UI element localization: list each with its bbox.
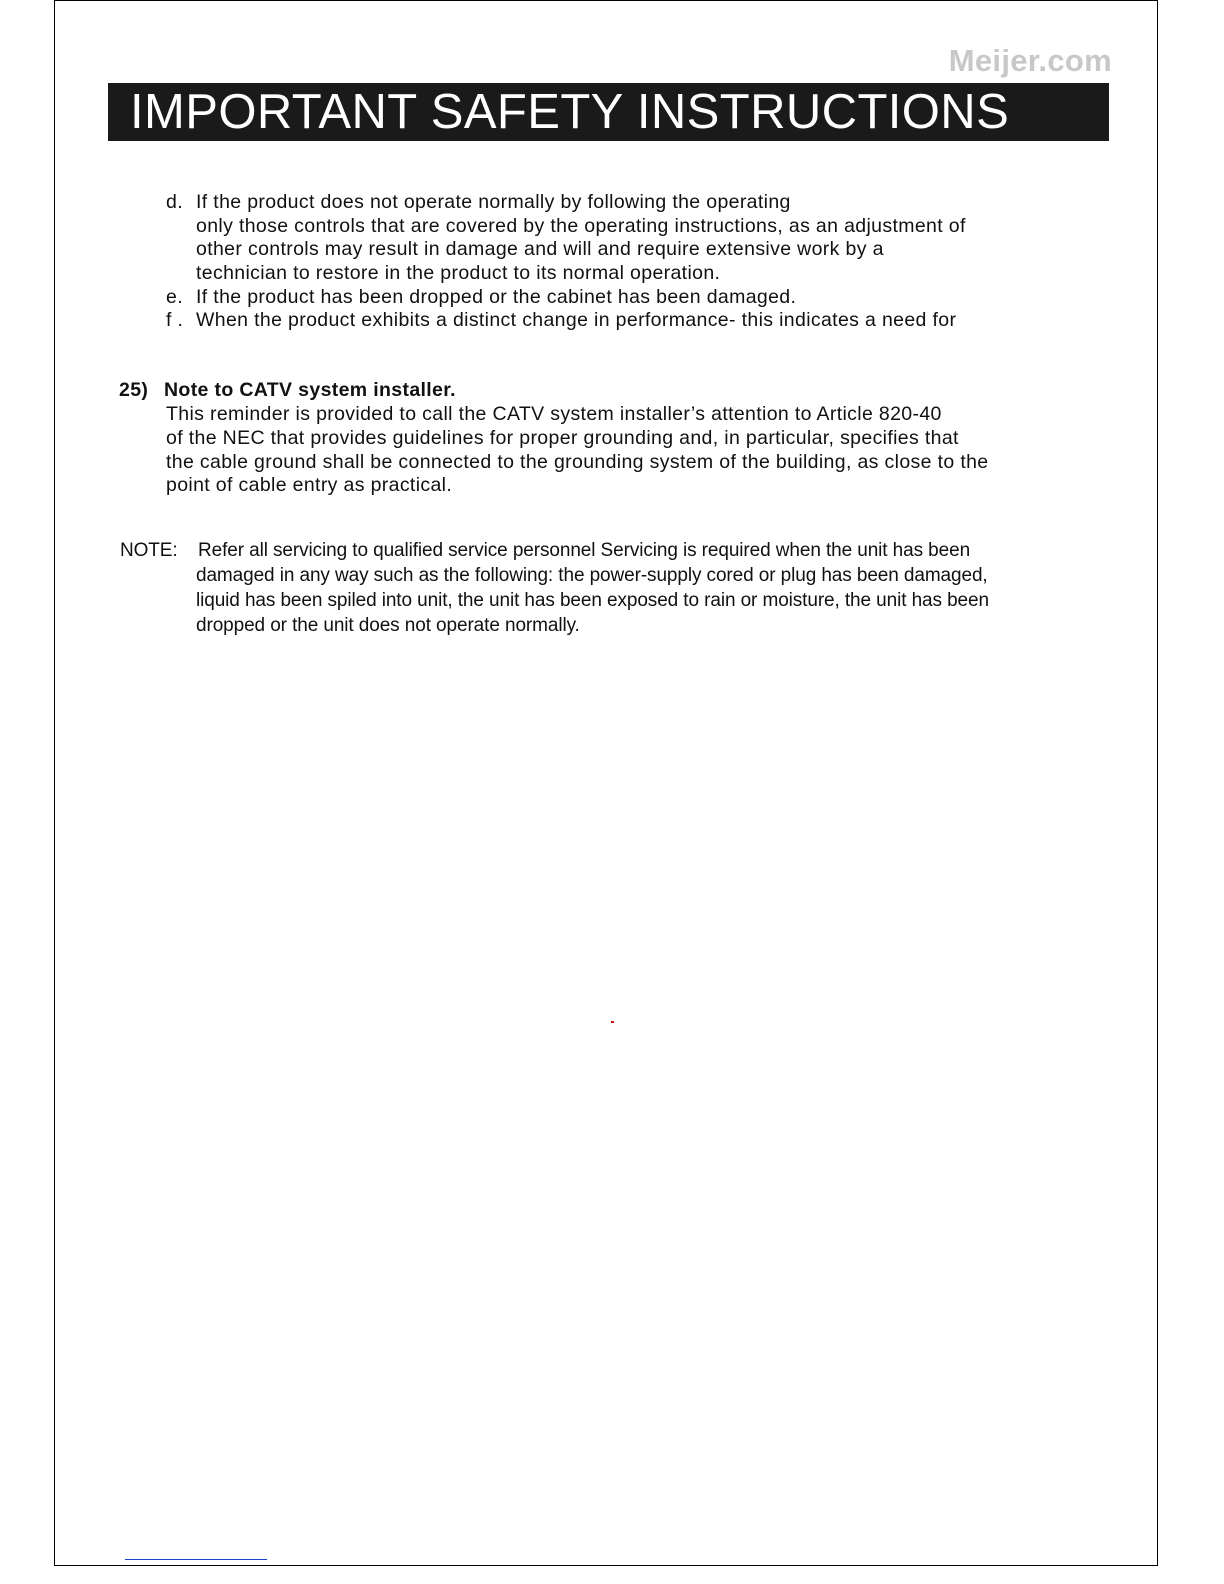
list-item-e-text: If the product has been dropped or the cabinet has been damaged. xyxy=(196,286,797,308)
list-marker-e: e. xyxy=(166,286,183,308)
section-25-heading xyxy=(119,378,456,402)
section-heading-text: Note to CATV system installer. xyxy=(164,379,456,401)
note-label: NOTE: xyxy=(120,540,178,561)
section-25-line-3: the cable ground shall be connected to the grounding system of the building, as close to the xyxy=(166,451,989,473)
section-25-line-4: point of cable entry as practical. xyxy=(166,474,453,496)
list-item-e xyxy=(166,285,796,309)
list-marker-f: f . xyxy=(166,309,184,331)
list-item-d-line-3: other controls may result in damage and will and require extensive work by a xyxy=(196,238,884,260)
list-item-d-line-4: technician to restore in the product to its normal operation. xyxy=(196,262,721,284)
stray-red-mark xyxy=(611,1021,614,1023)
section-number: 25) xyxy=(119,379,149,401)
list-item-d-line-2: only those controls that are covered by the operating instructions, as an adjustment of xyxy=(196,215,966,237)
note-line-1: Refer all servicing to qualified service personnel Servicing is required when the unit has been xyxy=(198,540,971,561)
section-25-line-1: This reminder is provided to call the CATV system installer’s attention to Article 820-40 xyxy=(166,403,942,425)
list-item-d-line-1: If the product does not operate normally by following the operating xyxy=(196,191,791,213)
list-item-d xyxy=(166,190,791,214)
note-paragraph xyxy=(120,538,970,563)
section-25-line-2: of the NEC that provides guidelines for proper grounding and, in particular, specifies that xyxy=(166,427,959,449)
list-item-f xyxy=(166,308,956,332)
page-title: IMPORTANT SAFETY INSTRUCTIONS xyxy=(108,83,1109,141)
watermark: Meijer.com xyxy=(948,43,1112,78)
note-line-4: dropped or the unit does not operate normally. xyxy=(196,615,580,636)
note-line-2: damaged in any way such as the following: the power-supply cored or plug has been damaged, xyxy=(196,565,988,586)
footer-link-underline xyxy=(125,1559,267,1560)
note-line-3: liquid has been spiled into unit, the unit has been exposed to rain or moisture, the unit has been xyxy=(196,590,989,611)
list-marker-d: d. xyxy=(166,191,183,213)
list-item-f-text: When the product exhibits a distinct change in performance- this indicates a need for xyxy=(196,309,957,331)
